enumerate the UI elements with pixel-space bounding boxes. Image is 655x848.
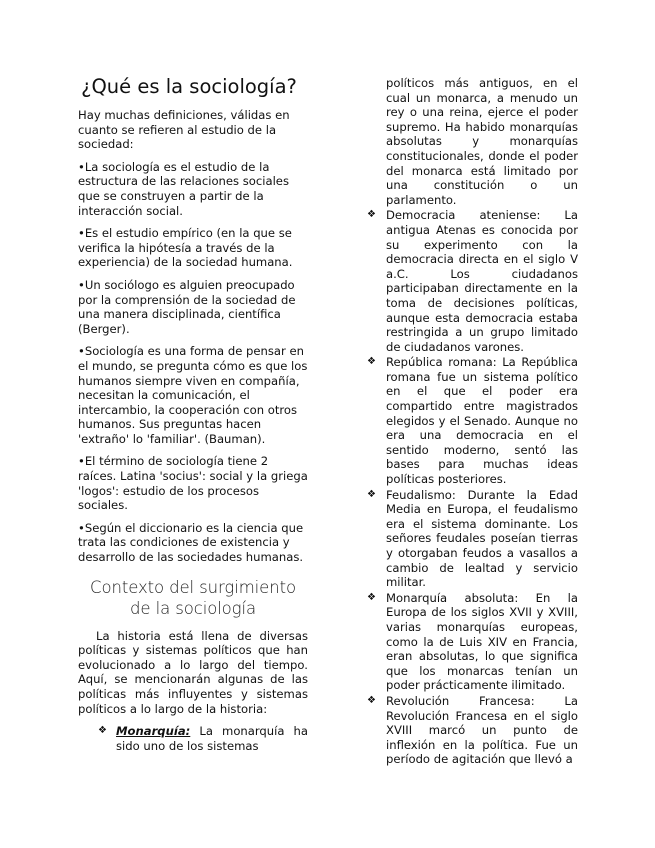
list-item: [367, 355, 578, 487]
diamond-bullet-icon: ❖: [367, 694, 376, 706]
list-item: [367, 590, 578, 693]
section-paragraph: La historia está llena de diversas políticas y sistemas políticos que han evolucionado a lo largo del tiempo. Aquí, se mencionarán algunas de las políticas más influyentes y sistemas políticos a lo largo de la historia:: [78, 628, 308, 716]
list-item-text: Revolución Francesa: La Revolución Francesa en el siglo XVIII marcó un punto de inflexión en la política. Fue un período de agitación que llevó a: [386, 693, 578, 767]
list-item-text: La monarquía ha sido uno de los sistemas: [116, 724, 308, 753]
definition-item: •Un sociólogo es alguien preocupado por la comprensión de la sociedad de una manera disciplinada, científica (Berger).: [78, 277, 296, 336]
page-title: ¿Qué es la sociología?: [81, 75, 297, 98]
list-item: [367, 487, 578, 590]
list-item: [98, 724, 308, 753]
list-item: [367, 208, 578, 354]
list-item-text: Feudalismo: Durante la Edad Media en Europa, el feudalismo era el sistema dominante. Los señores feudales poseían tierras y otorgaban feudos a vasallos a cambio de lealtad y servicio militar.: [386, 487, 578, 590]
list-item-text: República romana: La República romana fue un sistema político en el que el poder era compartido entre magistrados elegidos y el Senado. Aunque no era una democracia en el sentido moderno, sentó las bases para muchas ideas políticas posteriores.: [386, 355, 578, 487]
definition-item: •Según el diccionario es la ciencia que trata las condiciones de existencia y desarrollo de las sociedades humanas.: [78, 520, 304, 565]
left-column: [78, 76, 308, 754]
list-item-text: Democracia ateniense: La antigua Atenas es conocida por su experimento con la democracia directa en el siglo V a.C. Los ciudadanos participaban directamente en la toma de decisiones políticas, aunque esta democracia estaba restringida a un grupo limitado de ciudadanos varones.: [386, 208, 578, 354]
diamond-bullet-icon: ❖: [367, 591, 376, 603]
list-item-text: Monarquía absoluta: En la Europa de los siglos XVII y XVIII, varias monarquías europeas, como la de Luis XIV en Francia, eran absolutas, lo que significa que los monarcas tenían un poder prácticamente ilimitado.: [386, 590, 578, 693]
political-systems-list-continued: [367, 208, 578, 767]
definition-item: •Es el estudio empírico (en la que se verifica la hipótesía a través de la experiencia) de la sociedad humana.: [78, 226, 293, 270]
diamond-bullet-icon: ❖: [367, 209, 376, 221]
intro-paragraph: Hay muchas definiciones, válidas en cuanto se refieren al estudio de la sociedad:: [78, 108, 290, 152]
diamond-bullet-icon: ❖: [367, 488, 376, 500]
political-systems-list: [98, 724, 308, 753]
section-heading: Contexto del surgimiento de la sociología: [90, 577, 296, 618]
definition-item: •El término de sociología tiene 2 raíces. Latina 'socius': social y la griega 'logos': estudio de los procesos sociales.: [78, 454, 308, 513]
diamond-bullet-icon: ❖: [367, 356, 376, 368]
diamond-bullet-icon: ❖: [98, 725, 107, 737]
right-column: [362, 76, 578, 768]
list-item-keyword: Monarquía:: [116, 724, 191, 739]
definition-item: •La sociología es el estudio de la estructura de las relaciones sociales que se construyen a partir de la interacción social.: [78, 159, 289, 218]
definition-item: •Sociología es una forma de pensar en el mundo, se pregunta cómo es que los humanos siempre viven en compañía, necesitan la comunicación, el intercambio, la cooperación con otros humanos. Sus preguntas hacen 'extraño' lo 'familiar'. (Bauman).: [78, 344, 308, 446]
list-item-continuation: políticos más antiguos, en el cual un monarca, a menudo un rey o una reina, ejerce el poder supremo. Ha habido monarquías absolutas y monarquías constitucionales, donde el poder del monarca está limitado por una constitución o un parlamento.: [386, 76, 578, 207]
list-item: [367, 693, 578, 767]
